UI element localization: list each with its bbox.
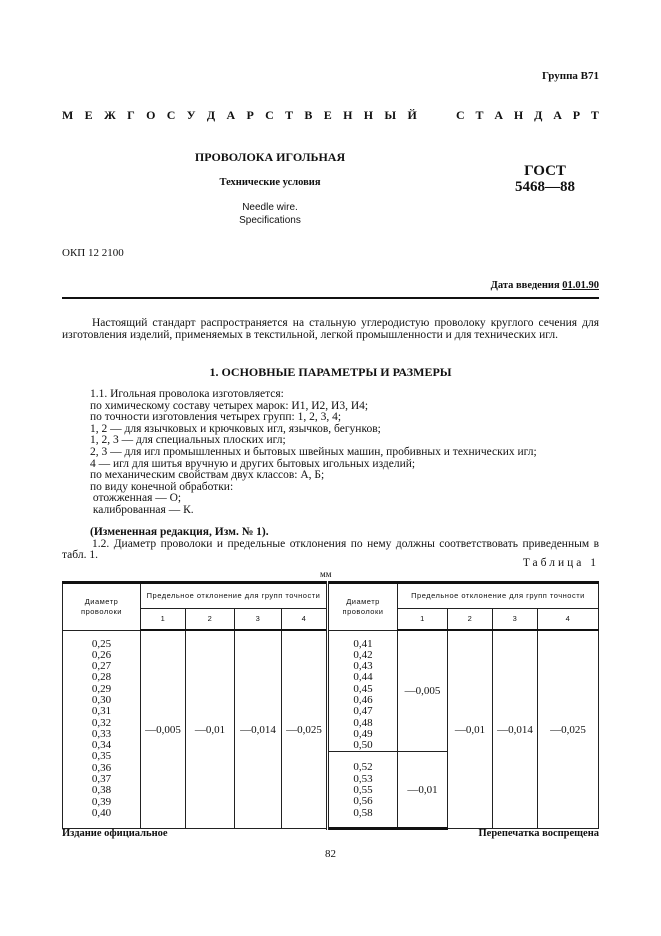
right-dev-group2: —0,01: [448, 630, 493, 829]
heading-letter: Е: [84, 108, 93, 122]
list-item: 1.1. Игольная проволока изготовляется:: [90, 388, 284, 400]
right-dev-group4: —0,025: [538, 630, 599, 829]
header-group: 4: [538, 609, 599, 631]
standard-word: [456, 108, 599, 123]
left-dev-group4: —0,025: [282, 630, 328, 829]
header-deviation: Предельное отклонение для групп точности: [141, 583, 328, 609]
english-title-line: Needle wire.: [242, 202, 298, 213]
doc-title: ПРОВОЛОКА ИГОЛЬНАЯ: [194, 150, 346, 164]
interstate-standard-heading: [62, 108, 599, 123]
doc-subtitle: Технические условия: [219, 177, 321, 188]
list-item: по химическому составу четырех марок: И1, И2, И3, И4;: [90, 399, 369, 412]
heading-letter: В: [304, 108, 313, 122]
interstate-word: [62, 108, 417, 123]
heading-letter: Г: [127, 108, 135, 122]
heading-letter: Н: [513, 108, 524, 122]
heading-letter: А: [226, 108, 236, 122]
okp-code: ОКП 12 2100: [62, 247, 124, 259]
list-item: 4 — игл для шитья вручную и других бытовых игольных изделий;: [90, 457, 416, 470]
wire-classification-list: [90, 389, 600, 517]
group-code: Группа В71: [541, 70, 599, 82]
heading-letter: Д: [534, 108, 543, 122]
gost-value: 5468—88: [515, 179, 575, 195]
left-dev-group1: —0,005: [141, 630, 186, 829]
heading-letter: Е: [323, 108, 332, 122]
heading-letter: У: [186, 108, 196, 122]
left-dev-group2: —0,01: [186, 630, 235, 829]
amendment-and-p12: [62, 527, 599, 562]
intro-paragraph: Настоящий стандарт распространяется на стальную углеродистую проволоку круглого сечения для изготовления изделий, применяемых в текстильной, легкой промышленности и для технических игл.: [62, 317, 599, 341]
footer-reprint-prohibited: Перепечатка воспрещена: [478, 828, 599, 839]
gost-label: ГОСТ: [524, 163, 566, 179]
section-heading: 1. ОСНОВНЫЕ ПАРАМЕТРЫ И РАЗМЕРЫ: [209, 365, 452, 379]
list-item: отожженная — О;: [90, 492, 182, 505]
list-item: по механическим свойствам двух классов: А, Б;: [90, 469, 325, 482]
header-group: 3: [493, 609, 538, 631]
unit-label: мм: [320, 569, 332, 579]
heading-letter: О: [146, 108, 156, 122]
header-diameter: Диаметр проволоки: [328, 583, 398, 631]
heading-letter: Т: [285, 108, 294, 122]
list-item: 2, 3 — для игл промышленных и бытовых швейных машин, пробивных и технических игл;: [90, 445, 537, 458]
heading-letter: Р: [572, 108, 581, 122]
heading-letter: М: [62, 108, 74, 122]
list-item: по виду конечной обработки:: [90, 480, 234, 493]
heading-letter: Ы: [384, 108, 397, 122]
header-deviation: Предельное отклонение для групп точности: [398, 583, 599, 609]
diameter-tolerance-table: [62, 581, 599, 830]
table-label: Таблица 1: [522, 557, 599, 569]
page-number: 82: [325, 848, 336, 860]
right-diameters-a: 0,41 0,42 0,43 0,44 0,45 0,46 0,47 0,48 0,49 0,50: [328, 630, 398, 752]
left-diameters: 0,25 0,26 0,27 0,28 0,29 0,30 0,31 0,32 0,33 0,34 0,35 0,36 0,37 0,38 0,39 0,40: [63, 630, 141, 829]
header-group: 1: [141, 609, 186, 631]
date-label: Дата введения: [490, 280, 560, 291]
heading-letter: Ж: [103, 108, 116, 122]
heading-letter: Т: [590, 108, 599, 122]
list-item: 1, 2 — для язычковых и крючковых игл, язычков, бегунков;: [90, 422, 381, 435]
gost-number: [480, 163, 610, 195]
header-diameter: Диаметр проволоки: [63, 583, 141, 631]
introduction-date: [491, 280, 599, 291]
list-item: калиброванная — К.: [90, 503, 194, 516]
date-value: 01.01.90: [562, 280, 599, 291]
right-dev-group1-b: —0,01: [398, 752, 448, 829]
heading-letter: Д: [206, 108, 216, 122]
header-group: 1: [398, 609, 448, 631]
footer-official-edition: Издание официальное: [62, 828, 168, 839]
heading-letter: Т: [475, 108, 484, 122]
header-group: 2: [448, 609, 493, 631]
list-item: 1, 2, 3 — для специальных плоских игл;: [90, 434, 286, 447]
right-diameters-b: 0,52 0,53 0,55 0,56 0,58: [328, 752, 398, 829]
header-group: 3: [235, 609, 282, 631]
english-subtitle-line: Specifications: [239, 215, 301, 226]
left-dev-group3: —0,014: [235, 630, 282, 829]
english-title: [180, 201, 360, 227]
right-dev-group3: —0,014: [493, 630, 538, 829]
right-dev-group1-a: —0,005: [398, 630, 448, 752]
heading-letter: Н: [343, 108, 353, 122]
header-group: 4: [282, 609, 328, 631]
heading-letter: С: [456, 108, 465, 122]
paragraph-1-2: 1.2. Диаметр проволоки и предельные отклонения по нему должны соответствовать приведенным в табл. 1.: [62, 537, 599, 562]
heading-letter: А: [494, 108, 504, 122]
heading-letter: С: [166, 108, 176, 122]
divider: [62, 297, 599, 299]
heading-letter: А: [553, 108, 562, 122]
heading-letter: Н: [363, 108, 374, 122]
heading-letter: С: [265, 108, 274, 122]
list-item: по точности изготовления четырех групп: 1, 2, 3, 4;: [90, 411, 342, 424]
header-group: 2: [186, 609, 235, 631]
amendment-note: (Измененная редакция, Изм. № 1).: [90, 526, 269, 538]
heading-letter: Й: [407, 108, 417, 122]
heading-letter: Р: [246, 108, 254, 122]
